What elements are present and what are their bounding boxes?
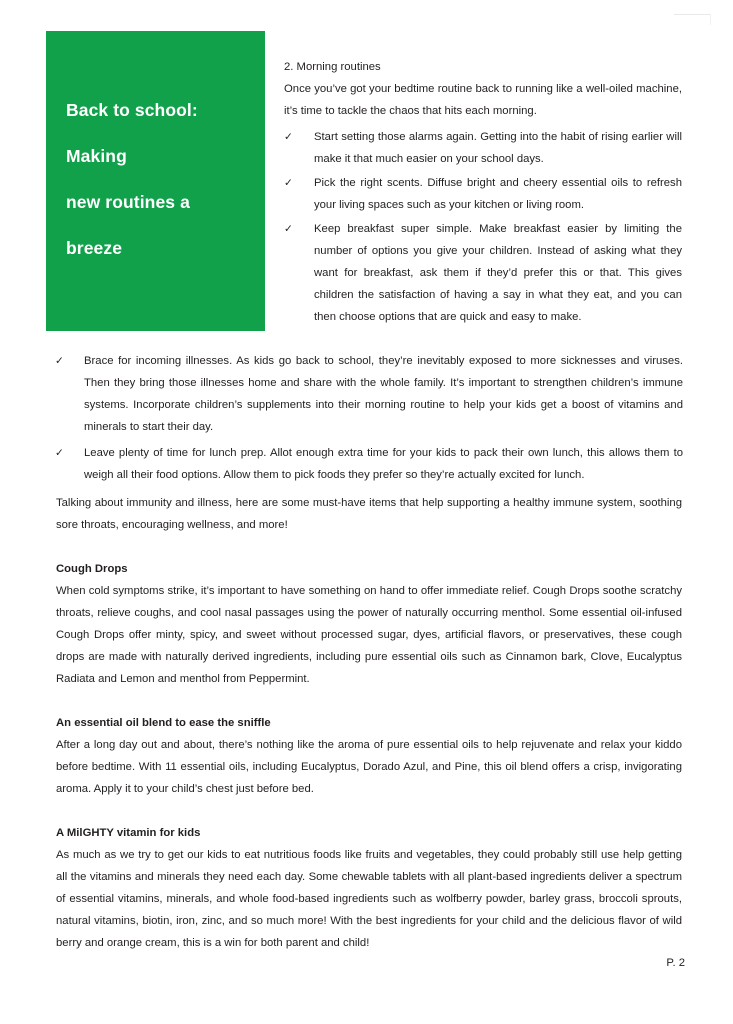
title-block: [46, 31, 265, 331]
subsection-heading-cough-drops: Cough Drops: [56, 563, 128, 575]
list-item: [284, 218, 682, 328]
list-item-text: Brace for incoming illnesses. As kids go back to school, they’re inevitably exposed to more sicknesses and viruses. Then they bring those illnesses home and share with the whole family. It’s important to strengthen children’s immune systems. Incorporate children’s supplements into their morning routine to help your kids get a boost of vitamins and minerals to start their day.: [84, 355, 683, 433]
list-item: [284, 172, 682, 216]
check-icon: ✓: [55, 447, 64, 459]
title-line-1: Back to school: Making: [66, 100, 198, 166]
spacer: [56, 536, 682, 558]
morning-routines-list: [284, 126, 682, 328]
transition-paragraph: Talking about immunity and illness, here are some must-have items that help supporting a healthy immune system, soothing sore throats, encouraging wellness, and more!: [56, 497, 682, 531]
wide-bullet-list: [55, 350, 683, 490]
spacer: [56, 690, 682, 712]
page-number: P. 2: [666, 957, 685, 969]
list-item-text: Pick the right scents. Diffuse bright and cheery essential oils to refresh your living spaces such as your kitchen or living room.: [314, 177, 682, 211]
section-heading: 2. Morning routines: [284, 61, 381, 73]
subsection-body-vitamin: As much as we try to get our kids to eat nutritious foods like fruits and vegetables, they could probably still use help getting all the vitamins and minerals they need each day. Some chewable tablets with all plant-based ingredients deliver a spectrum of essential vitamins, minerals, and whole food-based ingredients such as wolfberry powder, barley grass, broccoli sprouts, natural vitamins, biotin, iron, zinc, and so much more! With the best ingredients for your child and the delicious flavor of wild berry and orange cream, this is a win for both parent and child!: [56, 849, 682, 949]
list-item: [55, 350, 683, 438]
subsection-heading-vitamin: A MilGHTY vitamin for kids: [56, 827, 201, 839]
list-item-text: Start setting those alarms again. Getting into the habit of rising earlier will make it that much easier on your school days.: [314, 131, 682, 165]
section-intro: Once you’ve got your bedtime routine back to running like a well-oiled machine, it’s time to tackle the chaos that hits each morning.: [284, 83, 682, 117]
morning-routines-column: [284, 56, 682, 330]
body-content: [56, 492, 682, 954]
list-item: [284, 126, 682, 170]
list-item-text: Leave plenty of time for lunch prep. Allot enough extra time for your kids to pack their own lunch, this allows them to weigh all their food options. Allow them to pick foods they prefer so they’re actually excited for lunch.: [84, 447, 683, 481]
check-icon: ✓: [55, 355, 64, 367]
subsection-body-oil-blend: After a long day out and about, there’s nothing like the aroma of pure essential oils to help rejuvenate and relax your kiddo before bedtime. With 11 essential oils, including Eucalyptus, Dorado Azul, and Pine, this oil blend offers a crisp, invigorating aroma. Apply it to your child’s chest just before bed.: [56, 739, 682, 795]
subsection-body-cough-drops: When cold symptoms strike, it’s important to have something on hand to offer immediate relief. Cough Drops soothe scratchy throats, relieve coughs, and cool nasal passages using the power of naturally occurring menthol. Some essential oil-infused Cough Drops offer minty, spicy, and sweet without processed sugar, dyes, artificial flavors, or preservatives, these cough drops are made with naturally derived ingredients, including pure essential oils such as Cinnamon bark, Clove, Eucalyptus Radiata and Lemon and menthol from Peppermint.: [56, 585, 682, 685]
subsection-heading-oil-blend: An essential oil blend to ease the sniffle: [56, 717, 271, 729]
title-line-2: new routines a breeze: [66, 192, 190, 258]
check-icon: ✓: [284, 177, 293, 189]
check-icon: ✓: [284, 223, 293, 235]
check-icon: ✓: [284, 131, 293, 143]
page-corner-mark: [674, 14, 711, 25]
list-item: [55, 442, 683, 486]
spacer: [56, 800, 682, 822]
list-item-text: Keep breakfast super simple. Make breakfast easier by limiting the number of options you give your children. Instead of asking what they want for breakfast, ask them if they’d prefer this or that. This gives children the satisfaction of having a say in what they eat, and you can then choose options that are quick and easy to make.: [314, 223, 682, 323]
